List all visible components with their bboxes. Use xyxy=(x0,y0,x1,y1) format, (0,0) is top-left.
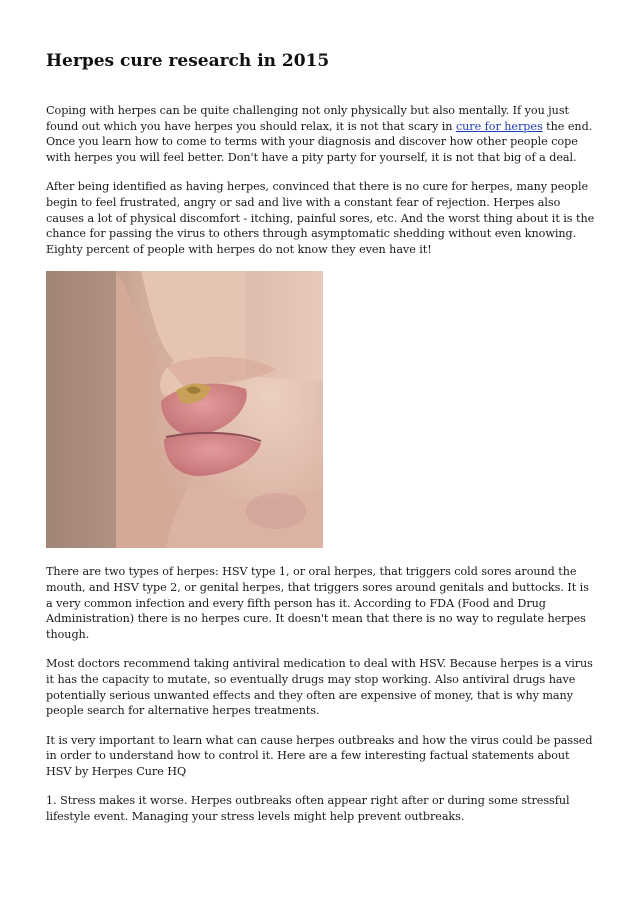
paragraph-medication: Most doctors recommend taking antiviral medication to deal with HSV. Because herpes is a virus it has the capacity to mutate, so eventually drugs may stop working. Also antiviral drugs have potentially serious unwanted effects and they often are expensive of money, that is why many people search for alternative herpes treatments. xyxy=(46,657,593,718)
paragraph-types: There are two types of herpes: HSV type 1, or oral herpes, that triggers cold sores around the mouth, and HSV type 2, or genital herpes, that triggers sores around genitals and buttocks. It is a very common infection and every fifth person has it. According to FDA (Food and Drug Administration) there is no herpes cure. It doesn't mean that there is no way to regulate herpes though. xyxy=(46,565,589,641)
paragraph-intro-text-a: Coping with herpes can be quite challenging not only physically but also mentally. If you just found out which you have herpes you should relax, it is not that scary in xyxy=(46,104,569,133)
paragraph-intro-text-b: the end. Once you learn how to come to terms with your diagnosis and discover how other people cope with herpes you will feel better. Don't have a pity party for yourself, it is not that big of a deal. xyxy=(46,119,593,164)
page-title: Herpes cure research in 2015 xyxy=(46,51,330,71)
paragraph-intro xyxy=(46,103,598,165)
lip-cold-sore-photo xyxy=(46,271,323,548)
document-page xyxy=(46,50,598,839)
cure-for-herpes-link[interactable]: cure for herpes xyxy=(455,119,543,133)
paragraph-stress: 1. Stress makes it worse. Herpes outbreaks often appear right after or during some stressful lifestyle event. Managing your stress levels might help prevent outbreaks. xyxy=(46,794,570,824)
paragraph-diagnosis: After being identified as having herpes, convinced that there is no cure for herpes, many people begin to feel frustrated, angry or sad and live with a constant fear of rejection. Herpes also causes a lot of physical discomfort - itching, painful sores, etc. And the worst thing about it is the chance for passing the virus to others through asymptomatic shedding without even knowing. Eighty percent of people with herpes do not know they even have it! xyxy=(46,180,595,256)
paragraph-outbreaks: It is very important to learn what can cause herpes outbreaks and how the virus could be passed in order to understand how to control it. Here are a few interesting factual statements about HSV by Herpes Cure HQ xyxy=(46,733,593,778)
